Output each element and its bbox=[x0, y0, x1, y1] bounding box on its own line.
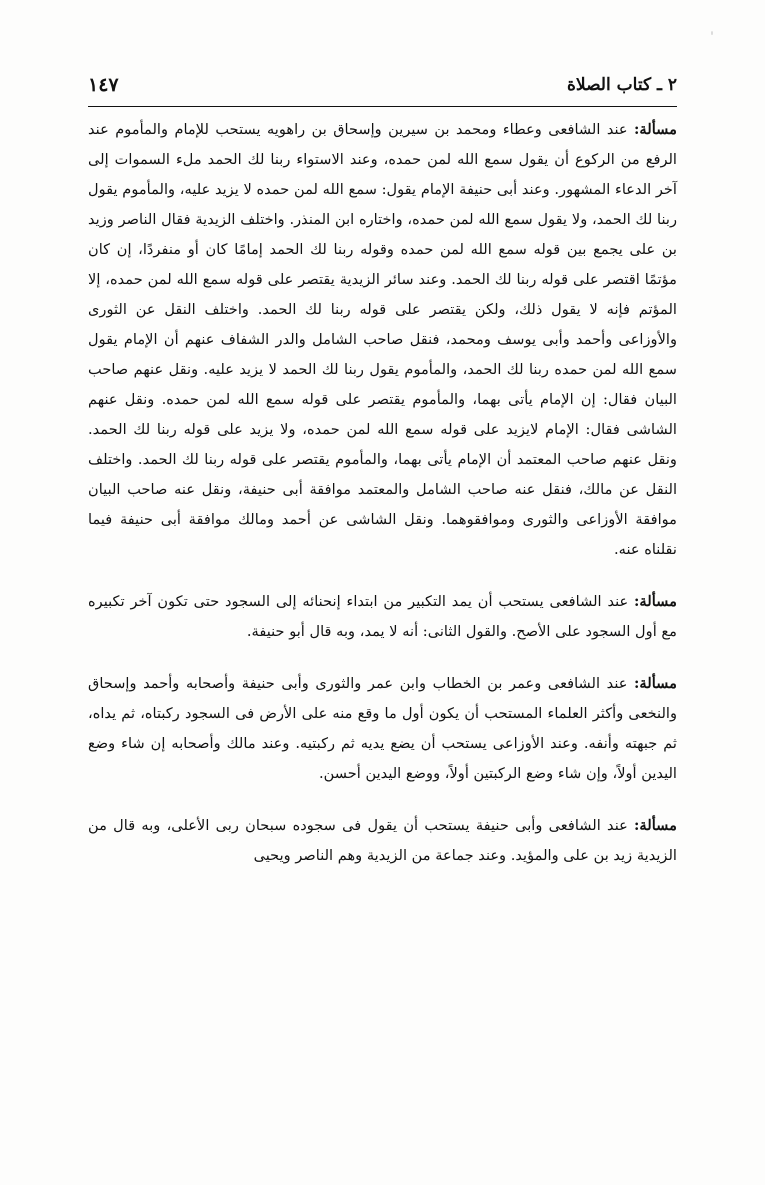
running-header bbox=[88, 70, 677, 107]
page-body bbox=[88, 115, 677, 893]
paragraph-text: عند الشافعى وأبى حنيفة يستحب أن يقول فى سجوده سبحان ربى الأعلى، وبه قال من الزيدية زيد بن على والمؤيد. وعند جماعة من الزيدية وهم الناصر ويحيى bbox=[88, 817, 677, 864]
issue-label: مسألة: bbox=[634, 817, 677, 834]
issue-label: مسألة: bbox=[634, 593, 677, 610]
chapter-title: ٢ ـ كتاب الصلاة bbox=[567, 75, 677, 95]
issue-label: مسألة: bbox=[634, 675, 677, 692]
paragraph bbox=[88, 811, 677, 871]
paragraph bbox=[88, 669, 677, 789]
paragraph-text: عند الشافعى وعطاء ومحمد بن سيرين وإسحاق بن راهويه يستحب للإمام والمأموم عند الرفع من الركوع أن يقول سمع الله لمن حمده، وعند الاستواء ربنا لك الحمد ملء السموات إلى آخر الدعاء المشهور. وعند أبى حنيفة الإمام يقول: سمع الله لمن حمده لا يزيد عليه، والمأموم يقول ربنا لك الحمد، ولا يقول سمع الله لمن حمده، واختاره ابن المنذر. واختلف الزيدية فقال الناصر وزيد بن على يجمع بين قوله سمع الله لمن حمده وقوله ربنا لك الحمد إمامًا كان أو منفردًا، إن كان مؤتمًا اقتصر على قوله ربنا لك الحمد. وعند سائر الزيدية يقتصر على قوله سمع الله لمن حمده، إلا المؤتم فإنه لا يقول ذلك، ولكن يقتصر على قوله ربنا لك الحمد. واختلف النقل عن الثورى والأوزاعى وأحمد وأبى يوسف ومحمد، فنقل صاحب الشامل والدر الشفاف عنهم أن الإمام يقول سمع الله لمن حمده ربنا لك الحمد، والمأموم يقول ربنا لك الحمد لا يزيد عليه. ونقل عنهم صاحب البيان فقال: إن الإمام يأتى بهما، والمأموم يقتصر على قوله سمع الله لمن حمده. ونقل عنهم الشاشى فقال: الإمام لايزيد على قوله سمع الله لمن حمده، ولا يزيد على قوله ربنا لك الحمد. ونقل عنهم صاحب المعتمد أن الإمام يأتى بهما، والمأموم يقتصر على قوله ربنا لك الحمد. واختلف النقل عن مالك، فنقل عنه صاحب الشامل والمعتمد موافقة أبى حنيفة، ونقل عنه صاحب البيان موافقة الأوزاعى والثورى وموافقوهما. ونقل الشاشى عن أحمد ومالك موافقة أبى حنيفة فيما نقلناه عنه. bbox=[88, 121, 677, 558]
issue-label: مسألة: bbox=[634, 121, 677, 138]
paragraph-text: عند الشافعى وعمر بن الخطاب وابن عمر والثورى وأبى حنيفة وأصحابه وأحمد وإسحاق والنخعى وأكثر العلماء المستحب أن يكون أول ما وقع منه على الأرض فى السجود ركبتاه، ثم يداه، ثم جبهته وأنفه. وعند الأوزاعى يستحب أن يضع يديه ثم ركبتيه. وعند مالك وأصحابه إن شاء وضع اليدين أولاً، وإن شاء وضع الركبتين أولاً، ووضع اليدين أحسن. bbox=[88, 675, 677, 782]
paragraph bbox=[88, 587, 677, 647]
corner-mark bbox=[709, 30, 717, 46]
page-number: ١٤٧ bbox=[88, 74, 119, 96]
paragraph-text: عند الشافعى يستحب أن يمد التكبير من ابتداء إنحنائه إلى السجود حتى تكون آخر تكبيره مع أول السجود على الأصح. والقول الثانى: أنه لا يمد، وبه قال أبو حنيفة. bbox=[88, 593, 677, 640]
paragraph bbox=[88, 115, 677, 565]
